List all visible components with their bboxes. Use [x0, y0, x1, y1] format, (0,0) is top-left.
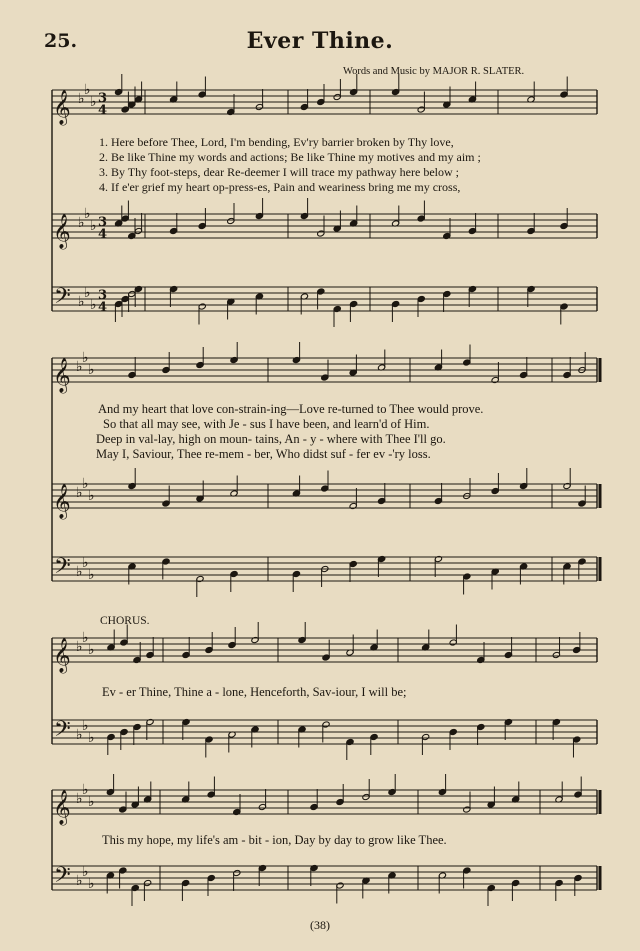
flat-sign: ♭	[88, 362, 95, 378]
flat-sign: ♭	[82, 864, 89, 880]
flat-sign: ♭	[82, 555, 89, 571]
flat-sign: ♭	[76, 727, 83, 743]
flat-sign: ♭	[90, 218, 97, 234]
page-number: (38)	[310, 918, 330, 932]
flat-sign: ♭	[78, 91, 85, 107]
flat-sign: ♭	[76, 485, 83, 501]
time-signature: 4	[98, 300, 108, 315]
chorus-lyric-2: This my hope, my life's am - bit - ion, Day by day to grow like Thee.	[102, 833, 447, 847]
flat-sign: ♭	[90, 297, 97, 313]
bass-clef: 𝄢	[54, 284, 71, 314]
flat-sign: ♭	[78, 294, 85, 310]
flat-sign: ♭	[84, 82, 91, 98]
flat-sign: ♭	[78, 215, 85, 231]
chorus-lyric-1: Ev - er Thine, Thine a - lone, Henceforth, Sav-iour, I will be;	[102, 685, 407, 699]
verse-4-line-1: 4. If e'er grief my heart op-press-es, Pain and weariness bring me my cross,	[99, 180, 461, 194]
flat-sign: ♭	[84, 285, 91, 301]
flat-sign: ♭	[76, 359, 83, 375]
flat-sign: ♭	[76, 791, 83, 807]
flat-sign: ♭	[88, 567, 95, 583]
flat-sign: ♭	[82, 476, 89, 492]
hymn-title: Ever Thine.	[246, 28, 394, 54]
flat-sign: ♭	[82, 718, 89, 734]
flat-sign: ♭	[76, 639, 83, 655]
time-signature: 3	[98, 288, 108, 303]
time-signature: 4	[98, 103, 108, 118]
time-signature: 3	[98, 215, 108, 230]
flat-sign: ♭	[90, 94, 97, 110]
flat-sign: ♭	[76, 873, 83, 889]
verse-4-line-2: May I, Saviour, Thee re-mem - ber, Who didst suf - fer ev -'ry loss.	[96, 447, 431, 461]
composer-credit: Words and Music by MAJOR R. SLATER.	[343, 66, 525, 77]
flat-sign: ♭	[84, 206, 91, 222]
flat-sign: ♭	[88, 876, 95, 892]
flat-sign: ♭	[88, 794, 95, 810]
treble-clef: 𝄞	[53, 90, 71, 125]
verse-1-line-1: 1. Here before Thee, Lord, I'm bending, Ev'ry barrier broken by Thy love,	[99, 135, 454, 149]
flat-sign: ♭	[88, 730, 95, 746]
bass-clef: 𝄢	[54, 863, 71, 893]
treble-clef: 𝄞	[53, 358, 71, 393]
flat-sign: ♭	[82, 630, 89, 646]
verse-3-line-1: 3. By Thy foot-steps, dear Re-deemer I will trace my pathway here below ;	[99, 165, 459, 179]
verse-2-line-1: 2. Be like Thine my words and actions; Be like Thine my motives and my aim ;	[99, 150, 481, 164]
time-signature: 4	[98, 227, 108, 242]
flat-sign: ♭	[88, 488, 95, 504]
verse-3-line-2: Deep in val-lay, high on moun- tains, An - y - where with Thee I'll go.	[96, 432, 446, 446]
hymn-number: 25.	[44, 30, 78, 52]
verse-1-line-2: And my heart that love con-strain-ing—Love re-turned to Thee would prove.	[98, 402, 484, 416]
flat-sign: ♭	[82, 782, 89, 798]
treble-clef: 𝄞	[53, 484, 71, 519]
treble-clef: 𝄞	[53, 790, 71, 825]
verse-2-line-2: So that all may see, with Je - sus I have been, and learn'd of Him.	[103, 417, 430, 431]
flat-sign: ♭	[76, 564, 83, 580]
treble-clef: 𝄞	[53, 214, 71, 249]
flat-sign: ♭	[82, 350, 89, 366]
time-signature: 3	[98, 91, 108, 106]
bass-clef: 𝄢	[54, 554, 71, 584]
chorus-label: CHORUS.	[100, 615, 150, 627]
treble-clef: 𝄞	[53, 638, 71, 673]
flat-sign: ♭	[88, 642, 95, 658]
bass-clef: 𝄢	[54, 717, 71, 747]
